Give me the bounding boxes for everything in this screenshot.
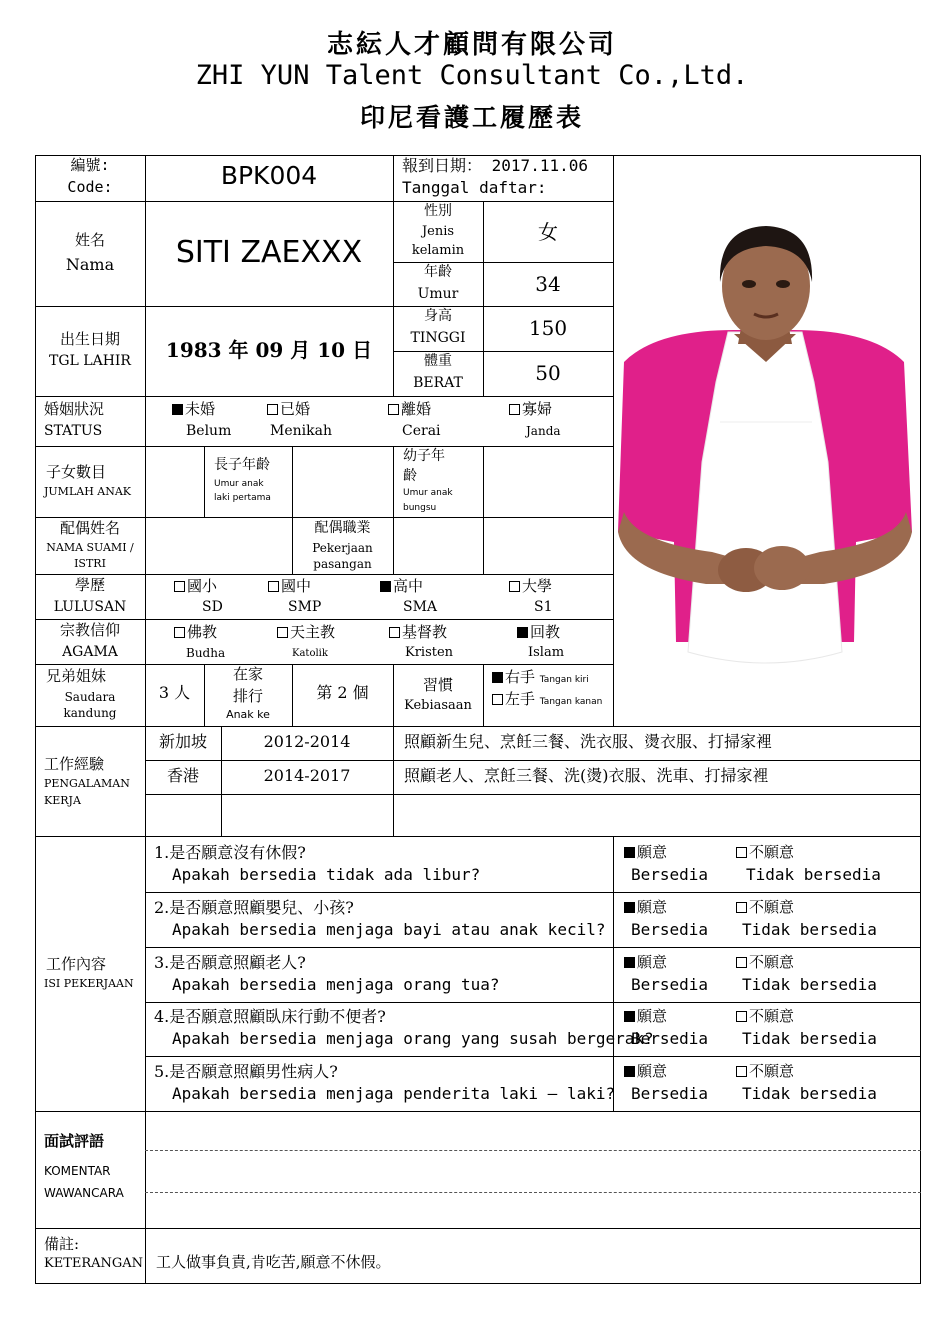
religion-option-kristen: 基督教 — [389, 624, 447, 641]
children-label-cn: 子女數目 — [46, 463, 107, 481]
question-5-cn: 5.是否願意照顧男性病人? — [154, 1062, 338, 1081]
religion-islam-checkbox — [517, 627, 528, 638]
hand-right-checkbox — [492, 672, 503, 683]
status-option-widow: 寡婦 — [509, 401, 552, 418]
edu-option-s1: 大學 — [509, 578, 552, 595]
experience-row-2-years: 2014-2017 — [263, 766, 351, 785]
birth-value: 1983 年 09 月 10 日 — [165, 338, 373, 362]
youngest-label-cn2: 齡 — [403, 468, 417, 484]
hand-left-option: 左手 Tangan kanan — [492, 691, 602, 708]
question-4-yes: 願意 — [624, 1008, 667, 1025]
birth-label-cn: 出生日期 — [59, 330, 120, 348]
question-2-no: 不願意 — [736, 899, 794, 916]
question-1-no-checkbox — [736, 847, 747, 858]
status-option-single-id: Belum — [186, 423, 232, 439]
remarks-value: 工人做事負責,肯吃苦,願意不休假。 — [156, 1253, 391, 1271]
interview-label-cn: 面試評語 — [44, 1132, 105, 1150]
question-4-no-id: Tidak bersedia — [742, 1029, 877, 1048]
birth-label-id: TGL LAHIR — [49, 353, 131, 369]
status-option-single: 未婚 — [172, 401, 215, 418]
form-title: 印尼看護工履歷表 — [359, 103, 584, 132]
question-4-yes-id: Bersedia — [631, 1029, 709, 1048]
status-label-id: STATUS — [44, 423, 103, 439]
siblings-label-id2: kandung — [63, 706, 117, 720]
company-name-en: ZHI YUN Talent Consultant Co.,Ltd. — [195, 60, 749, 91]
height-label-cn: 身高 — [424, 308, 452, 324]
hand-left-checkbox — [492, 694, 503, 705]
status-label-cn: 婚姻狀況 — [44, 400, 105, 418]
weight-value: 50 — [535, 361, 561, 385]
remarks-label-id: KETERANGAN — [44, 1256, 144, 1271]
question-1-yes: 願意 — [624, 844, 667, 861]
name-value: SITI ZAEXXX — [175, 235, 363, 270]
status-option-divorced-id: Cerai — [402, 423, 441, 439]
edu-smp-checkbox — [268, 581, 279, 592]
religion-option-islam-id: Islam — [528, 645, 565, 660]
status-option-married-id: Menikah — [270, 423, 332, 439]
register-date: 2017.11.06 — [491, 156, 588, 175]
siblings-count: 3 人 — [158, 683, 191, 702]
job-label-id: ISI PEKERJAAN — [44, 977, 134, 990]
status-option-married: 已婚 — [267, 401, 310, 418]
religion-option-budha-id: Budha — [186, 646, 226, 660]
religion-katolik-checkbox — [277, 627, 288, 638]
hand-right-option: 右手 Tangan kiri — [492, 669, 589, 686]
religion-option-kristen-id: Kristen — [405, 645, 454, 660]
name-label-id: Nama — [65, 255, 115, 274]
religion-option-budha: 佛教 — [174, 624, 217, 641]
question-5-no: 不願意 — [736, 1063, 794, 1080]
applicant-photo — [616, 212, 912, 670]
question-4-yes-checkbox — [624, 1011, 635, 1022]
register-label-cn: 報到日期： 2017.11.06 — [402, 156, 588, 175]
status-widow-checkbox — [509, 404, 520, 415]
code-label-id: Code: — [67, 178, 113, 196]
religion-option-katolik-id: Katolik — [292, 648, 328, 659]
experience-row-2-duty: 照顧老人、烹飪三餐、洗(燙)衣服、洗車、打掃家裡 — [404, 766, 769, 785]
order-label-cn2: 排行 — [232, 687, 263, 705]
edu-option-smp-id: SMP — [288, 599, 322, 615]
question-3-id: Apakah bersedia menjaga orang tua? — [172, 975, 500, 994]
age-label-cn: 年齡 — [424, 264, 452, 280]
interview-label-id2: WAWANCARA — [44, 1186, 124, 1200]
spouse-job-label-id1: Pekerjaan — [312, 541, 373, 555]
edu-option-sd: 國小 — [174, 578, 217, 595]
question-2-cn: 2.是否願意照顧嬰兒、小孩? — [154, 898, 354, 917]
name-label-cn: 姓名 — [74, 231, 105, 249]
habit-label-id: Kebiasaan — [404, 698, 472, 713]
eldest-label-cn: 長子年齡 — [214, 457, 270, 473]
question-4-no: 不願意 — [736, 1008, 794, 1025]
education-label-id: LULUSAN — [53, 599, 127, 615]
code-value: BPK004 — [220, 161, 318, 190]
gender-value: 女 — [538, 220, 558, 244]
question-1-no-id: Tidak bersedia — [746, 865, 881, 884]
height-value: 150 — [528, 316, 568, 340]
experience-label-cn: 工作經驗 — [44, 755, 105, 773]
question-3-yes: 願意 — [624, 954, 667, 971]
question-5-yes-id: Bersedia — [631, 1084, 709, 1103]
religion-budha-checkbox — [174, 627, 185, 638]
religion-label-id: AGAMA — [62, 644, 118, 660]
experience-row-1-duty: 照顧新生兒、烹飪三餐、洗衣服、燙衣服、打掃家裡 — [404, 732, 773, 751]
question-1-yes-checkbox — [624, 847, 635, 858]
education-label-cn: 學歷 — [74, 576, 105, 594]
youngest-label-id2: bungsu — [403, 503, 437, 513]
experience-row-1-years: 2012-2014 — [263, 732, 351, 751]
question-3-no-id: Tidak bersedia — [742, 975, 877, 994]
question-3-yes-id: Bersedia — [631, 975, 709, 994]
question-2-yes-checkbox — [624, 902, 635, 913]
order-value: 第 2 個 — [316, 683, 369, 702]
status-divorced-checkbox — [388, 404, 399, 415]
question-5-yes: 願意 — [624, 1063, 667, 1080]
question-1-yes-id: Bersedia — [631, 865, 709, 884]
question-3-cn: 3.是否願意照顧老人? — [154, 953, 306, 972]
religion-label-cn: 宗教信仰 — [59, 621, 120, 639]
question-3-no: 不願意 — [736, 954, 794, 971]
question-2-yes-id: Bersedia — [631, 920, 709, 939]
edu-sma-checkbox — [380, 581, 391, 592]
edu-s1-checkbox — [509, 581, 520, 592]
siblings-label-cn: 兄弟姐妹 — [46, 667, 107, 685]
edu-option-sd-id: SD — [202, 599, 223, 615]
question-5-yes-checkbox — [624, 1066, 635, 1077]
question-1-id: Apakah bersedia tidak ada libur? — [172, 865, 481, 884]
religion-kristen-checkbox — [389, 627, 400, 638]
children-label-id: JUMLAH ANAK — [44, 485, 132, 498]
question-4-id: Apakah bersedia menjaga orang yang susah bergerak? — [172, 1029, 654, 1048]
remarks-label-cn: 備註: — [44, 1235, 80, 1253]
spouse-label-id1: NAMA SUAMI / — [46, 541, 134, 554]
weight-label-cn: 體重 — [424, 353, 452, 369]
order-label-id: Anak ke — [226, 708, 270, 721]
question-2-no-id: Tidak bersedia — [742, 920, 877, 939]
youngest-label-id1: Umur anak — [403, 488, 453, 498]
age-value: 34 — [535, 272, 561, 296]
status-option-widow-id: Janda — [526, 424, 561, 438]
eldest-label-id1: Umur anak — [214, 479, 264, 489]
edu-option-s1-id: S1 — [534, 599, 553, 615]
company-name-cn: 志紜人才顧問有限公司 — [326, 30, 617, 60]
experience-label-id1: PENGALAMAN — [44, 777, 130, 790]
job-label-cn: 工作內容 — [46, 955, 107, 973]
gender-label-id2: kelamin — [411, 243, 465, 258]
edu-option-sma-id: SMA — [403, 599, 438, 615]
experience-label-id2: KERJA — [44, 794, 81, 807]
age-label-id: Umur — [417, 286, 459, 302]
spouse-label-id2: ISTRI — [74, 557, 106, 570]
question-3-no-checkbox — [736, 957, 747, 968]
edu-option-sma: 高中 — [380, 578, 423, 595]
spouse-label-cn: 配偶姓名 — [59, 519, 120, 537]
question-2-id: Apakah bersedia menjaga bayi atau anak kecil? — [172, 920, 606, 939]
question-5-no-id: Tidak bersedia — [742, 1084, 877, 1103]
code-label-cn: 編號: — [70, 156, 110, 174]
question-1-cn: 1.是否願意沒有休假? — [154, 843, 306, 862]
question-4-no-checkbox — [736, 1011, 747, 1022]
gender-label-id1: Jenis — [421, 224, 455, 239]
habit-label-cn: 習慣 — [422, 676, 453, 694]
religion-option-islam: 回教 — [517, 624, 560, 641]
experience-row-1-place: 新加坡 — [158, 732, 207, 751]
register-label-id: Tanggal daftar: — [402, 178, 547, 197]
religion-option-katolik: 天主教 — [277, 624, 335, 641]
question-1-no: 不願意 — [736, 844, 794, 861]
spouse-job-label-cn: 配偶職業 — [314, 520, 371, 536]
edu-option-smp: 國中 — [268, 578, 311, 595]
question-2-yes: 願意 — [624, 899, 667, 916]
youngest-label-cn1: 幼子年 — [403, 448, 445, 464]
status-option-divorced: 離婚 — [388, 401, 431, 418]
interview-label-id1: KOMENTAR — [44, 1164, 111, 1178]
height-label-id: TINGGI — [410, 330, 466, 346]
experience-row-2-place: 香港 — [166, 766, 199, 785]
order-label-cn1: 在家 — [232, 665, 263, 683]
eldest-label-id2: laki pertama — [214, 493, 271, 503]
question-3-yes-checkbox — [624, 957, 635, 968]
spouse-job-label-id2: pasangan — [313, 557, 372, 571]
siblings-label-id1: Saudara — [64, 690, 116, 704]
gender-label-cn: 性別 — [424, 203, 452, 219]
status-married-checkbox — [267, 404, 278, 415]
edu-sd-checkbox — [174, 581, 185, 592]
question-4-cn: 4.是否願意照顧臥床行動不便者? — [154, 1007, 386, 1026]
weight-label-id: BERAT — [413, 375, 463, 391]
question-5-no-checkbox — [736, 1066, 747, 1077]
question-5-id: Apakah bersedia menjaga penderita laki – laki? — [172, 1084, 616, 1103]
question-2-no-checkbox — [736, 902, 747, 913]
status-single-checkbox — [172, 404, 183, 415]
